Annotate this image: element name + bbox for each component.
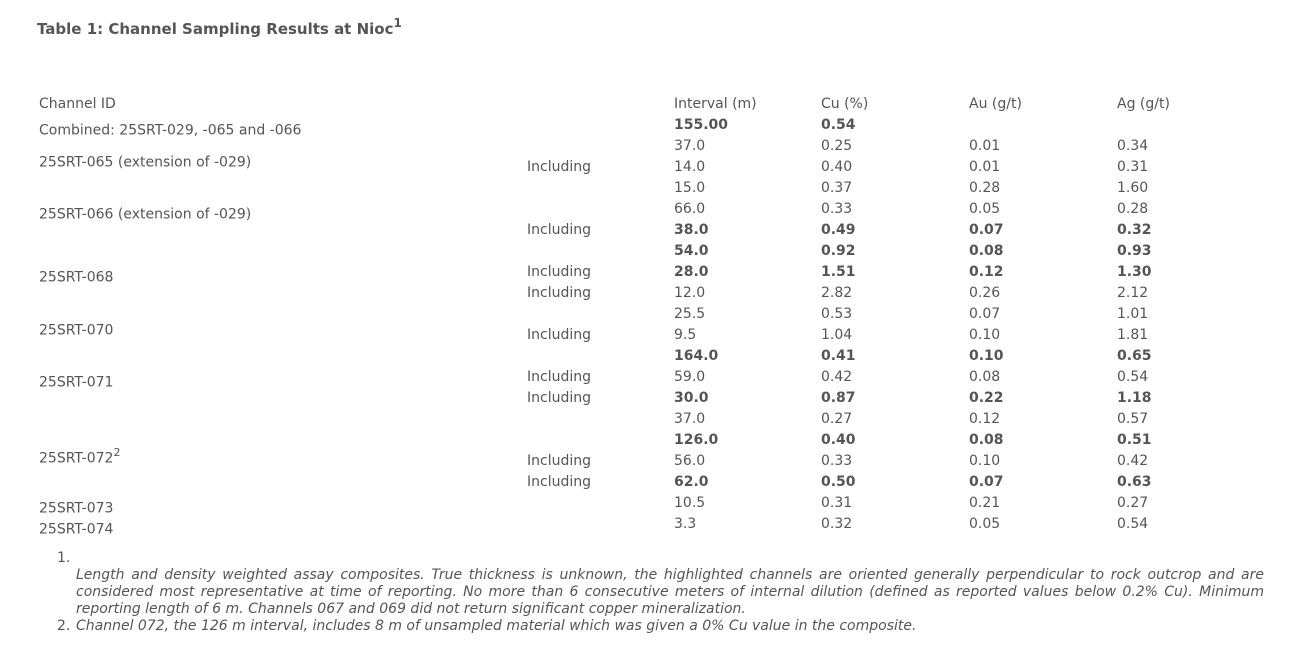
cu-cell: 0.54 (821, 117, 856, 133)
cu-cell: 0.37 (821, 180, 853, 196)
ag-cell: 1.01 (1117, 306, 1149, 322)
au-cell: 0.26 (969, 285, 1001, 301)
cu-cell: 0.31 (821, 495, 853, 511)
cu-cell: 0.27 (821, 411, 853, 427)
au-cell: 0.12 (969, 411, 1001, 427)
au-cell: 0.28 (969, 180, 1001, 196)
channel-label-text: 25SRT-074 (39, 521, 114, 538)
footnotes (57, 550, 1264, 635)
cu-cell: 0.50 (821, 474, 856, 490)
au-cell: 0.10 (969, 327, 1001, 343)
interval-cell: 155.00 (674, 117, 729, 133)
qualifier-cell: Including (527, 474, 591, 490)
au-cell: 0.21 (969, 495, 1001, 511)
ag-cell: 1.18 (1117, 390, 1152, 406)
footnote-text: Length and density weighted assay composites. True thickness is unknown, the highlighted channels are oriented generally perpendicular to rock outcrop and are considered most representative at time of reporting. No more than 6 consecutive meters of internal dilution (defined as reported values below 0.2% Cu). Minimum reporting length of 6 m. Channels 067 and 069 did not return significant copper mineralization. (76, 567, 1264, 617)
cu-cell: 0.33 (821, 201, 853, 217)
interval-cell: 56.0 (674, 453, 706, 469)
qualifier-cell: Including (527, 285, 591, 301)
cu-cell: 0.40 (821, 159, 853, 175)
interval-cell: 37.0 (674, 411, 706, 427)
qualifier-cell: Including (527, 159, 591, 175)
ag-cell: 0.42 (1117, 453, 1149, 469)
ag-cell: 0.54 (1117, 369, 1149, 385)
ag-cell: 0.51 (1117, 432, 1152, 448)
cu-cell: 1.04 (821, 327, 853, 343)
au-cell: 0.08 (969, 369, 1001, 385)
channel-label (39, 514, 113, 541)
ag-cell: 0.34 (1117, 138, 1149, 154)
channel-label (39, 147, 251, 174)
qualifier-cell: Including (527, 264, 591, 280)
qualifier-cell: Including (527, 390, 591, 406)
ag-cell: 0.65 (1117, 348, 1152, 364)
cu-cell: 0.25 (821, 138, 853, 154)
qualifier-cell: Including (527, 369, 591, 385)
cu-cell: 1.51 (821, 264, 856, 280)
interval-cell: 62.0 (674, 474, 709, 490)
au-cell: 0.07 (969, 222, 1004, 238)
channel-label (39, 315, 113, 342)
interval-cell: 38.0 (674, 222, 709, 238)
au-cell: 0.10 (969, 348, 1004, 364)
channel-label (39, 443, 120, 470)
au-cell: 0.08 (969, 432, 1004, 448)
footnote-text: Channel 072, the 126 m interval, includes 8 m of unsampled material which was given a 0% Cu value in the composite. (76, 618, 917, 634)
ag-cell: 1.30 (1117, 264, 1152, 280)
channel-label (39, 367, 113, 394)
interval-cell: 59.0 (674, 369, 706, 385)
qualifier-cell: Including (527, 222, 591, 238)
channel-label (39, 199, 251, 226)
au-cell: 0.12 (969, 264, 1004, 280)
cu-cell: 0.40 (821, 432, 856, 448)
footnote-2 (57, 618, 1264, 635)
au-cell: 0.05 (969, 516, 1001, 532)
channel-label-text: 25SRT-070 (39, 322, 114, 339)
interval-cell: 25.5 (674, 306, 706, 322)
channel-label-text: 25SRT-071 (39, 374, 114, 391)
ag-cell: 0.63 (1117, 474, 1152, 490)
interval-cell: 30.0 (674, 390, 709, 406)
header-cu: Cu (%) (821, 96, 869, 112)
ag-cell: 0.57 (1117, 411, 1149, 427)
footnote-number: 1. (57, 550, 71, 566)
ag-cell: 0.93 (1117, 243, 1152, 259)
channel-label-text: Combined: 25SRT-029, -065 and -066 (39, 122, 302, 139)
ag-cell: 0.31 (1117, 159, 1149, 175)
ag-cell: 0.32 (1117, 222, 1152, 238)
au-cell: 0.07 (969, 306, 1001, 322)
cu-cell: 0.33 (821, 453, 853, 469)
interval-cell: 28.0 (674, 264, 709, 280)
header-channel-id: Channel ID (39, 96, 116, 112)
table-title-text: Table 1: Channel Sampling Results at Nioc (37, 20, 394, 38)
channel-label-text: 25SRT-068 (39, 269, 114, 286)
header-interval: Interval (m) (674, 96, 757, 112)
cu-cell: 0.53 (821, 306, 853, 322)
ag-cell: 2.12 (1117, 285, 1149, 301)
table-title-footnote-ref: 1 (393, 16, 402, 30)
cu-cell: 0.92 (821, 243, 856, 259)
au-cell: 0.08 (969, 243, 1004, 259)
interval-cell: 66.0 (674, 201, 706, 217)
footnote-1-number-line (57, 550, 1264, 567)
channel-label-text: 25SRT-072 (39, 450, 114, 467)
ag-cell: 1.81 (1117, 327, 1149, 343)
au-cell: 0.07 (969, 474, 1004, 490)
ag-cell: 0.27 (1117, 495, 1149, 511)
channel-footnote-ref: 2 (113, 446, 121, 459)
cu-cell: 2.82 (821, 285, 853, 301)
ag-cell: 0.54 (1117, 516, 1149, 532)
cu-cell: 0.87 (821, 390, 856, 406)
cu-cell: 0.32 (821, 516, 853, 532)
qualifier-cell: Including (527, 453, 591, 469)
footnote-number: 2. (57, 618, 71, 634)
interval-cell: 14.0 (674, 159, 706, 175)
au-cell: 0.22 (969, 390, 1004, 406)
table-title (37, 17, 402, 38)
interval-cell: 164.0 (674, 348, 719, 364)
interval-cell: 10.5 (674, 495, 706, 511)
cu-cell: 0.41 (821, 348, 856, 364)
interval-cell: 9.5 (674, 327, 697, 343)
cu-cell: 0.42 (821, 369, 853, 385)
interval-cell: 12.0 (674, 285, 706, 301)
interval-cell: 54.0 (674, 243, 709, 259)
au-cell: 0.01 (969, 159, 1001, 175)
header-ag: Ag (g/t) (1117, 96, 1170, 112)
interval-cell: 3.3 (674, 516, 697, 532)
channel-label-text: 25SRT-066 (extension of -029) (39, 206, 252, 223)
channel-label (39, 262, 113, 289)
channel-label (39, 115, 301, 142)
interval-cell: 37.0 (674, 138, 706, 154)
au-cell: 0.05 (969, 201, 1001, 217)
interval-cell: 15.0 (674, 180, 706, 196)
interval-cell: 126.0 (674, 432, 719, 448)
channel-label-text: 25SRT-065 (extension of -029) (39, 154, 252, 171)
ag-cell: 0.28 (1117, 201, 1149, 217)
au-cell: 0.10 (969, 453, 1001, 469)
qualifier-cell: Including (527, 327, 591, 343)
header-au: Au (g/t) (969, 96, 1022, 112)
au-cell: 0.01 (969, 138, 1001, 154)
ag-cell: 1.60 (1117, 180, 1149, 196)
cu-cell: 0.49 (821, 222, 856, 238)
channel-label-text: 25SRT-073 (39, 500, 114, 517)
